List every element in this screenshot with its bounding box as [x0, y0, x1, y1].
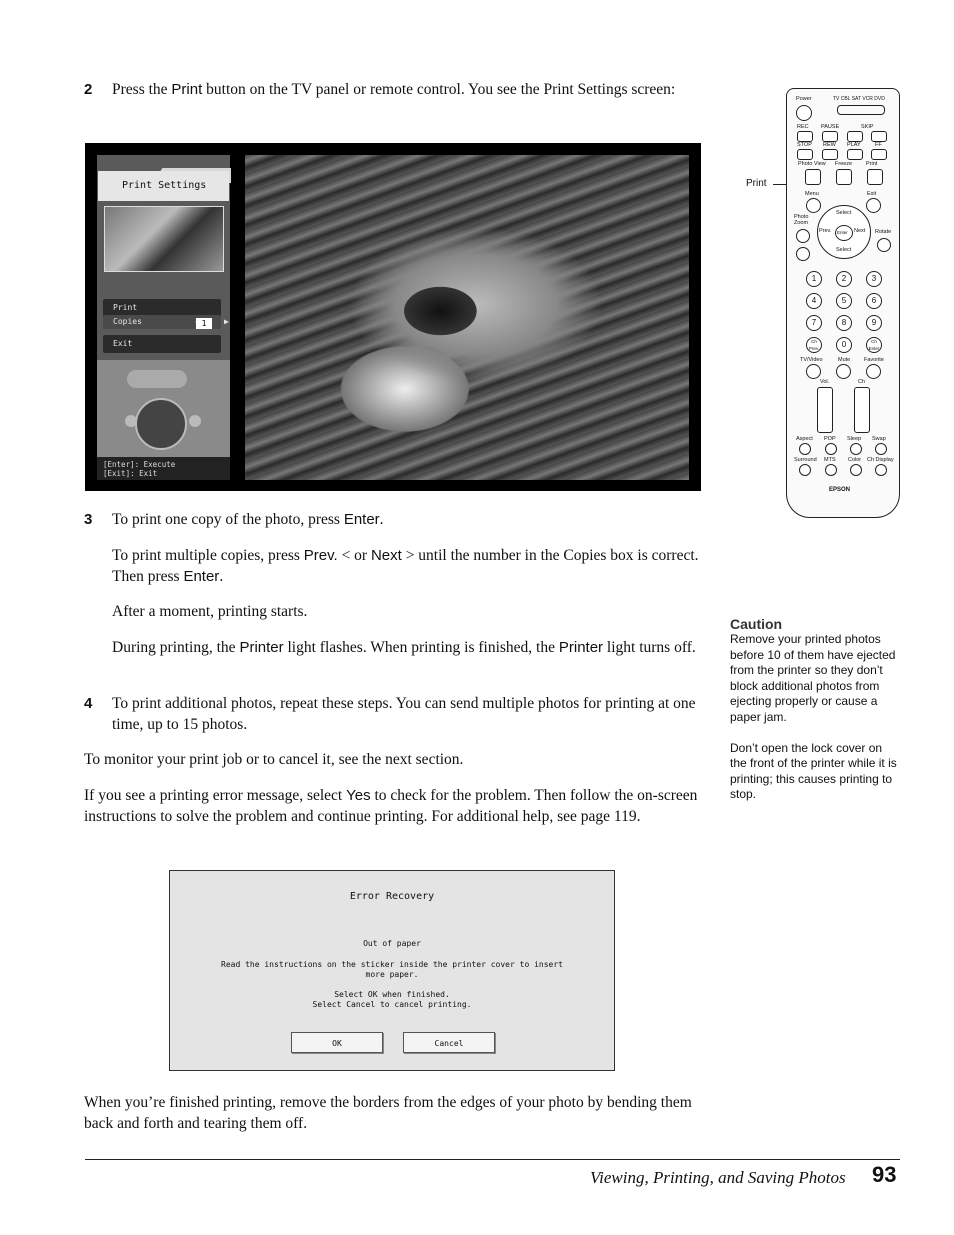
print-settings-panel [97, 155, 230, 480]
print-keyword: Print [171, 81, 203, 98]
error-recovery-title: Error Recovery [349, 891, 435, 902]
ch-label: Ch [858, 379, 866, 385]
menu-label: Menu [805, 191, 819, 197]
aspect-button-icon [799, 443, 811, 455]
rew-button-icon [822, 149, 838, 160]
menu-button-icon [806, 198, 821, 213]
remote-side-button-icon [189, 415, 201, 427]
exit-button-icon [866, 198, 881, 213]
print-settings-title: Print Settings [98, 171, 229, 201]
exit-label: Exit [867, 191, 877, 197]
digit-3-button: 3 [866, 271, 882, 287]
pause-button-icon [822, 131, 838, 142]
s3p1-post: . [379, 511, 384, 528]
pop-label: POP [824, 436, 836, 442]
sleep-button-icon [850, 443, 862, 455]
prev-label: Prev. [819, 228, 832, 234]
rotate-label: Rotate [875, 229, 892, 235]
surround-button-icon [799, 464, 811, 476]
digit-7-button: 7 [806, 315, 822, 331]
pop-button-icon [825, 443, 837, 455]
swap-label: Swap [872, 436, 886, 442]
step-3-para-4 [112, 637, 702, 658]
step-4-number: 4 [84, 695, 93, 712]
s3p4-mid: light flashes. When printing is finished, the [283, 639, 559, 656]
tv-video-button-icon [806, 364, 821, 379]
error-line-select-cancel: Select Cancel to cancel printing. [312, 1000, 472, 1009]
color-button-icon [850, 464, 862, 476]
play-label: PLAY [847, 142, 861, 148]
swap-button-icon [875, 443, 887, 455]
rec-label: REC [797, 124, 809, 130]
mode-switch-icon [837, 105, 885, 115]
caution-note [730, 616, 900, 803]
ch-display-button-icon [875, 464, 887, 476]
digit-6-button: 6 [866, 293, 882, 309]
sleep-label: Sleep [847, 436, 862, 442]
help-execute: [Enter]: Execute [103, 460, 176, 469]
dolphin-photo [245, 155, 689, 480]
key-help [97, 457, 230, 480]
rec-button-icon [797, 131, 813, 142]
mts-button-icon [825, 464, 837, 476]
digit-1-button: 1 [806, 271, 822, 287]
mute-label: Mute [838, 357, 851, 363]
vol-label: Vol. [820, 379, 830, 385]
onscreen-remote-graphic [97, 360, 230, 457]
printer-keyword: Printer [239, 639, 284, 656]
freeze-button-icon [836, 169, 852, 185]
error-line-select-ok: Select OK when finished. [334, 990, 450, 999]
step-2-number: 2 [84, 81, 93, 98]
error-line-instructions: Read the instructions on the sticker inside the printer cover to insert [221, 960, 563, 969]
ff-button-icon [871, 149, 887, 160]
error-line-more-paper: more paper. [365, 970, 419, 979]
digit-4-button: 4 [806, 293, 822, 309]
s3p2-mid2: > until the number in the Copies box is correct. Then press [112, 547, 699, 585]
zoom-out-button-icon [796, 247, 810, 261]
printer-keyword-2: Printer [558, 639, 604, 656]
s3p1-pre: To print one copy of the photo, press [112, 511, 344, 528]
stop-label: STOP [797, 142, 812, 148]
freeze-label: Freeze [835, 161, 853, 167]
finish-paragraph: When you’re finished printing, remove the borders from the edges of your photo by bending them back and forth and tearing them off. [84, 1094, 692, 1132]
error-paragraph [84, 785, 699, 827]
surround-label: Surround [794, 457, 817, 463]
channel-rocker-icon [854, 387, 870, 433]
monitor-paragraph: To monitor your print job or to cancel it, see the next section. [84, 751, 464, 768]
s3p4-pre: During printing, the [112, 639, 240, 656]
copies-right-arrow-icon[interactable]: ▶ [224, 317, 229, 326]
photo-zoom-label: Photo Zoom [794, 214, 809, 226]
skip-label: SKIP [861, 124, 874, 130]
enter-label: Enter [837, 230, 848, 235]
print-callout-label: Print [746, 178, 767, 189]
digit-8-button: 8 [836, 315, 852, 331]
caution-text-1: Remove your printed photos before 10 of them have ejected from the printer so they don’t block additional photos from ejecting properly or cause a paper jam. [730, 632, 896, 724]
select-up-label: Select [836, 210, 852, 216]
mode-labels: TV CBL SAT VCR DVD [833, 96, 885, 102]
step-2-post: button on the TV panel or remote control. You see the Print Settings screen: [202, 81, 676, 98]
digit-2-button: 2 [836, 271, 852, 287]
rew-label: REW [823, 142, 836, 148]
digit-5-button: 5 [836, 293, 852, 309]
page-number: 93 [872, 1162, 897, 1187]
cancel-button[interactable]: Cancel [403, 1032, 495, 1053]
s3p2-mid1: < or [337, 547, 371, 564]
error-recovery-screenshot [169, 870, 615, 1071]
power-button-icon [796, 105, 812, 121]
step-3-para-3: After a moment, printing starts. [112, 603, 308, 620]
ok-button[interactable]: OK [291, 1032, 383, 1053]
aspect-label: Aspect [796, 436, 813, 442]
copies-label: Copies [113, 317, 142, 326]
skip-back-button-icon [847, 131, 863, 142]
mute-button-icon [836, 364, 851, 379]
step-3-para-2 [112, 545, 702, 587]
copies-row[interactable] [103, 315, 229, 329]
prev-keyword: Prev. [303, 547, 338, 564]
print-menu-button[interactable]: Print [103, 299, 221, 317]
s3p2-pre: To print multiple copies, press [112, 547, 304, 564]
mts-label: MTS [824, 457, 836, 463]
photo-view-label: Photo View [798, 161, 826, 167]
favorite-button-icon [866, 364, 881, 379]
play-button-icon [847, 149, 863, 160]
next-keyword: Next [370, 547, 402, 564]
enter-keyword-2: Enter [183, 568, 220, 585]
caution-heading: Caution [730, 616, 783, 632]
copies-value-box[interactable]: 1 [196, 318, 212, 329]
skip-forward-button-icon [871, 131, 887, 142]
print-label: Print [866, 161, 878, 167]
color-label: Color [848, 457, 862, 463]
error-line-out-of-paper: Out of paper [363, 939, 421, 948]
ch-prev-button: Ch Prev. [806, 337, 822, 353]
error-pre: If you see a printing error message, select [84, 787, 347, 804]
remote-dpad-icon [135, 398, 187, 450]
volume-rocker-icon [817, 387, 833, 433]
power-label: Power [796, 96, 812, 102]
remote-top-buttons [127, 370, 187, 388]
photo-thumbnail [104, 206, 224, 272]
yes-keyword: Yes [346, 787, 371, 804]
step-3-number: 3 [84, 511, 93, 528]
step-2-pre: Press the [112, 81, 172, 98]
caution-text-2: Don’t open the lock cover on the front of the printer while it is printing; this causes printing to stop. [730, 740, 897, 802]
print-button-icon [867, 169, 883, 185]
error-post: to check for the problem. Then follow the on-screen instructions to solve the problem and continue printing. For additional help, see page 119. [84, 787, 698, 825]
digit-0-button: 0 [836, 337, 852, 353]
step-4-text: To print additional photos, repeat these steps. You can send multiple photos for printing at one time, up to 15 photos. [112, 695, 696, 733]
ch-display-label: Ch Display [867, 457, 894, 463]
select-down-label: Select [836, 247, 852, 253]
digit-9-button: 9 [866, 315, 882, 331]
rotate-button-icon [877, 238, 891, 252]
stop-button-icon [797, 149, 813, 160]
next-label: Next [854, 228, 866, 234]
photo-view-button-icon [805, 169, 821, 185]
step-3-para-1 [112, 509, 702, 530]
footer-rule [85, 1159, 900, 1160]
help-exit: [Exit]: Exit [103, 469, 158, 478]
enter-keyword: Enter [343, 511, 380, 528]
favorite-label: Favorite [864, 357, 884, 363]
ff-label: FF [875, 142, 882, 148]
step-2-text [112, 79, 702, 100]
remote-side-button-icon [125, 415, 137, 427]
tv-video-label: TV/Video [800, 357, 823, 363]
ch-enter-button: Ch Enter [866, 337, 882, 353]
brand-logo: EPSON [829, 487, 851, 493]
photo-zoom-button-icon [796, 229, 810, 243]
print-settings-screenshot [85, 143, 701, 491]
s3p4-post: light turns off. [603, 639, 696, 656]
footer-section-title: Viewing, Printing, and Saving Photos [590, 1168, 846, 1187]
pause-label: PAUSE [821, 124, 840, 130]
remote-control-illustration [786, 88, 900, 518]
s3p2-post: . [219, 568, 224, 585]
exit-menu-button[interactable]: Exit [103, 335, 221, 353]
